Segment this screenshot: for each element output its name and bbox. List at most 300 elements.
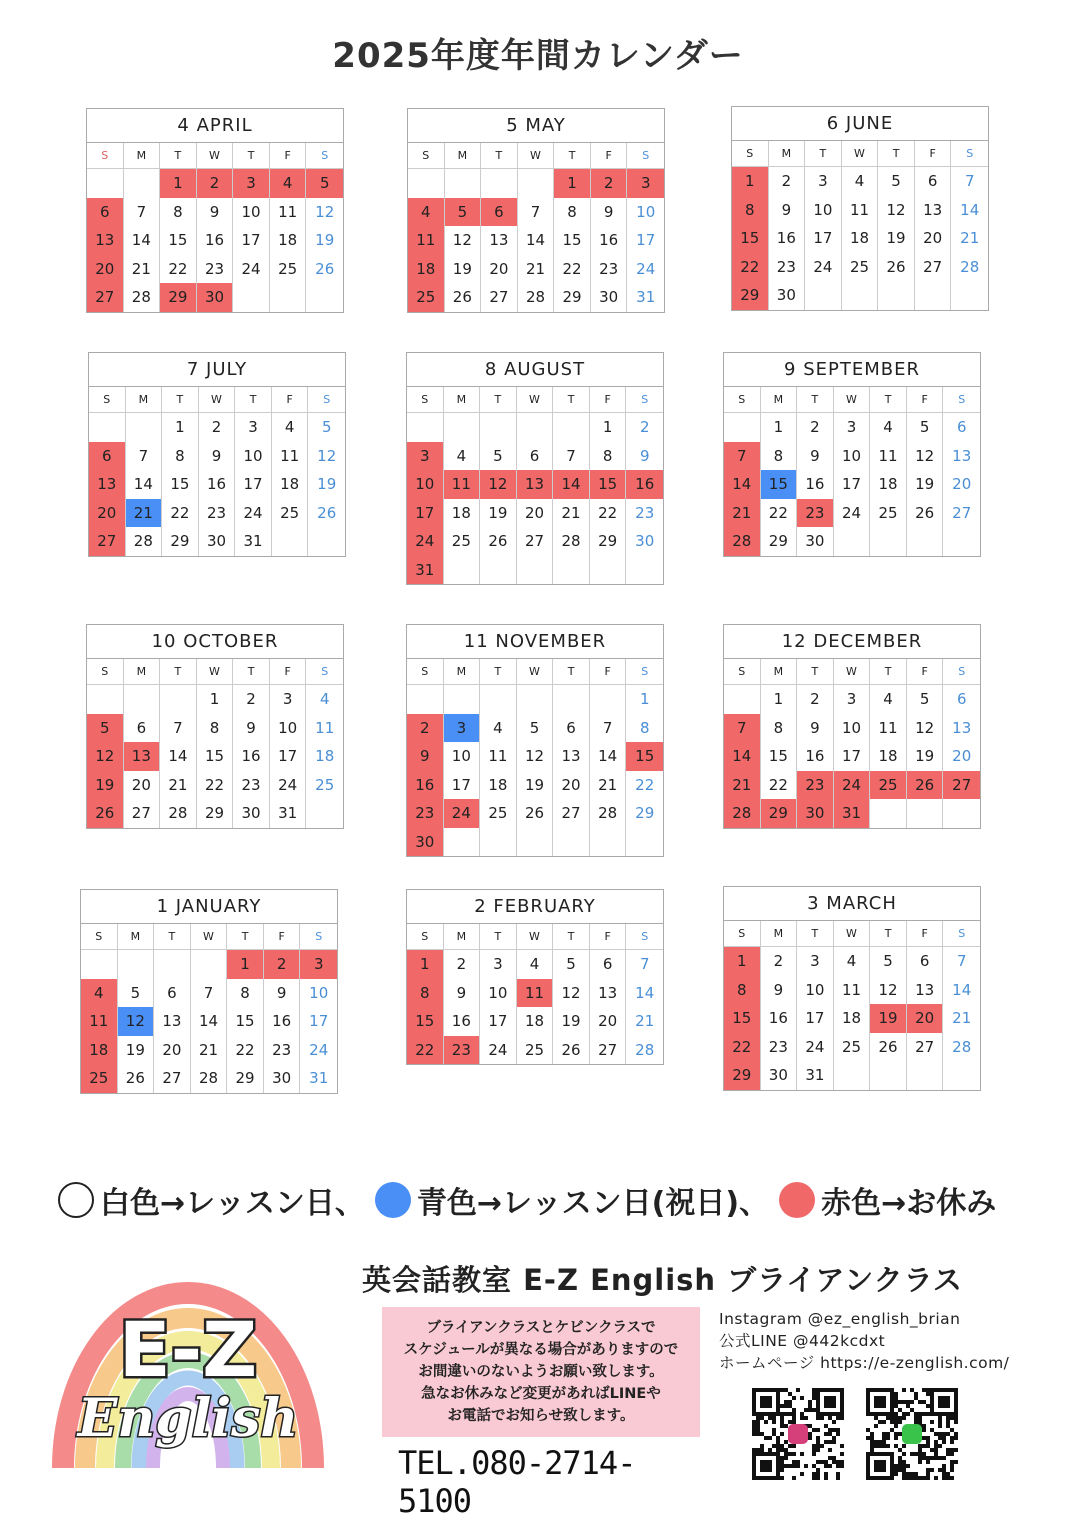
- day-cell: 1: [724, 947, 761, 976]
- day-cell: 14: [724, 742, 761, 771]
- day-cell: 20: [952, 747, 972, 765]
- day-cell: 20: [89, 499, 126, 528]
- weekday-header: S: [306, 143, 343, 169]
- weekday-header: S: [87, 659, 124, 685]
- day-cell: 16: [444, 1007, 481, 1036]
- day-cell: 24: [834, 499, 871, 528]
- empty-cell: [553, 556, 590, 585]
- empty-cell: [154, 950, 191, 979]
- day-cell: 18: [870, 470, 907, 499]
- day-cell: 8: [724, 976, 761, 1005]
- empty-cell: [553, 828, 590, 857]
- day-cell: 1: [761, 685, 798, 714]
- empty-cell: [517, 828, 554, 857]
- day-cell: 30: [635, 532, 655, 550]
- day-cell: 11: [444, 470, 481, 499]
- empty-cell: [444, 413, 481, 442]
- weekday-header: T: [160, 659, 197, 685]
- day-cell: 29: [227, 1064, 264, 1093]
- month-grid: [724, 659, 980, 828]
- day-cell: 13: [907, 976, 944, 1005]
- day-cell: 23: [407, 799, 444, 828]
- day-cell: 12: [118, 1007, 155, 1036]
- red-dot-icon: [779, 1182, 815, 1218]
- day-cell: 18: [517, 1007, 554, 1036]
- weekday-header: F: [264, 924, 301, 950]
- weekday-header: S: [724, 659, 761, 685]
- day-cell: 5: [118, 979, 155, 1008]
- day-cell: 1: [162, 413, 199, 442]
- empty-cell: [517, 413, 554, 442]
- day-cell: 15: [162, 470, 199, 499]
- day-cell: 22: [227, 1036, 264, 1065]
- day-cell: 1: [590, 413, 627, 442]
- empty-cell: [626, 556, 663, 585]
- empty-cell: [270, 283, 307, 312]
- day-cell: 23: [797, 771, 834, 800]
- day-cell: 19: [445, 255, 482, 284]
- day-cell: 21: [124, 255, 161, 284]
- day-cell: 10: [797, 976, 834, 1005]
- day-cell: 8: [160, 198, 197, 227]
- day-cell: 19: [553, 1007, 590, 1036]
- day-cell: 11: [272, 442, 309, 471]
- day-cell: 24: [805, 253, 842, 282]
- day-cell: 11: [81, 1007, 118, 1036]
- weekday-header: W: [517, 924, 554, 950]
- day-cell: 25: [480, 799, 517, 828]
- day-cell: 20: [553, 771, 590, 800]
- day-cell: 5: [870, 947, 907, 976]
- month-april: [86, 108, 344, 313]
- empty-cell: [444, 828, 481, 857]
- weekday-header: M: [761, 921, 798, 947]
- weekday-header: S: [626, 924, 663, 950]
- day-cell: 23: [444, 1036, 481, 1065]
- line-link[interactable]: 公式LINE @442kcdxt: [719, 1332, 886, 1350]
- empty-cell: [870, 527, 907, 556]
- day-cell: 22: [761, 499, 798, 528]
- day-cell: 7: [956, 952, 967, 970]
- weekday-header: M: [444, 659, 481, 685]
- day-cell: 28: [590, 799, 627, 828]
- notice-line: スケジュールが異なる場合がありますので: [403, 1342, 679, 1358]
- month-grid: [408, 143, 664, 312]
- day-cell: 20: [87, 255, 124, 284]
- weekday-header: S: [308, 387, 345, 413]
- empty-cell: [306, 283, 343, 312]
- day-cell: 8: [197, 714, 234, 743]
- day-cell: 7: [639, 955, 650, 973]
- day-cell: 17: [797, 1004, 834, 1033]
- empty-cell: [118, 950, 155, 979]
- weekday-header: W: [197, 143, 234, 169]
- weekday-header: T: [870, 387, 907, 413]
- day-cell: 9: [797, 714, 834, 743]
- weekday-header: S: [943, 387, 980, 413]
- day-cell: 12: [870, 976, 907, 1005]
- day-cell: 14: [590, 742, 627, 771]
- month-grid: [407, 659, 663, 856]
- day-cell: 3: [805, 167, 842, 196]
- school-name: 英会話教室 E-Z English ブライアンクラス: [362, 1263, 963, 1297]
- weekday-header: T: [878, 141, 915, 167]
- day-cell: 23: [197, 255, 234, 284]
- day-cell: 24: [444, 799, 481, 828]
- day-cell: 27: [943, 771, 980, 800]
- day-cell: 13: [952, 718, 972, 737]
- day-cell: 7: [724, 714, 761, 743]
- day-cell: 11: [870, 442, 907, 471]
- empty-cell: [160, 685, 197, 714]
- day-cell: 10: [407, 470, 444, 499]
- day-cell: 15: [724, 1004, 761, 1033]
- weekday-header: T: [233, 143, 270, 169]
- day-cell: 5: [480, 442, 517, 471]
- day-cell: 10: [233, 198, 270, 227]
- empty-cell: [444, 556, 481, 585]
- day-cell: 29: [197, 799, 234, 828]
- month-december: [723, 624, 981, 829]
- day-cell: 28: [160, 799, 197, 828]
- day-cell: 30: [264, 1064, 301, 1093]
- day-cell: 13: [915, 196, 952, 225]
- day-cell: 2: [769, 167, 806, 196]
- month-title: 12 DECEMBER: [724, 625, 980, 659]
- weekday-header: T: [870, 659, 907, 685]
- empty-cell: [805, 281, 842, 310]
- day-cell: 28: [724, 799, 761, 828]
- month-title: 7 JULY: [89, 353, 345, 387]
- day-cell: 16: [233, 742, 270, 771]
- day-cell: 17: [309, 1012, 329, 1030]
- day-cell: 25: [842, 253, 879, 282]
- weekday-header: S: [626, 387, 663, 413]
- day-cell: 31: [309, 1069, 329, 1087]
- weekday-header: T: [480, 659, 517, 685]
- day-cell: 21: [724, 771, 761, 800]
- weekday-header: F: [270, 659, 307, 685]
- day-cell: 2: [199, 413, 236, 442]
- day-cell: 6: [89, 442, 126, 471]
- day-cell: 8: [761, 442, 798, 471]
- month-grid: [87, 143, 343, 312]
- day-cell: 22: [554, 255, 591, 284]
- day-cell: 24: [834, 771, 871, 800]
- day-cell: 7: [964, 172, 975, 190]
- day-cell: 6: [590, 950, 627, 979]
- day-cell: 4: [408, 198, 445, 227]
- day-cell: 23: [635, 503, 655, 522]
- day-cell: 5: [306, 169, 343, 198]
- day-cell: 7: [124, 198, 161, 227]
- day-cell: 16: [769, 224, 806, 253]
- weekday-header: T: [235, 387, 272, 413]
- empty-cell: [724, 413, 761, 442]
- day-cell: 17: [834, 470, 871, 499]
- month-october: [86, 624, 344, 829]
- weekday-header: W: [834, 921, 871, 947]
- month-title: 2 FEBRUARY: [407, 890, 663, 924]
- day-cell: 9: [233, 714, 270, 743]
- day-cell: 26: [480, 527, 517, 556]
- weekday-header: T: [553, 387, 590, 413]
- day-cell: 6: [517, 442, 554, 471]
- day-cell: 13: [89, 470, 126, 499]
- day-cell: 27: [952, 503, 972, 522]
- day-cell: 25: [81, 1064, 118, 1093]
- weekday-header: S: [724, 921, 761, 947]
- day-cell: 18: [81, 1036, 118, 1065]
- weekday-header: S: [306, 659, 343, 685]
- day-cell: 19: [317, 475, 337, 493]
- month-may: [407, 108, 665, 313]
- weekday-header: S: [407, 387, 444, 413]
- weekday-header: T: [481, 143, 518, 169]
- empty-cell: [878, 281, 915, 310]
- day-cell: 29: [635, 804, 655, 822]
- notice-line: ブライアンクラスとケビンクラスで: [426, 1320, 656, 1336]
- day-cell: 22: [162, 499, 199, 528]
- day-cell: 27: [124, 799, 161, 828]
- day-cell: 7: [553, 442, 590, 471]
- day-cell: 12: [315, 202, 335, 221]
- day-cell: 15: [227, 1007, 264, 1036]
- day-cell: 31: [636, 288, 656, 306]
- weekday-header: S: [81, 924, 118, 950]
- day-cell: 5: [445, 198, 482, 227]
- weekday-header: F: [591, 143, 628, 169]
- homepage-link[interactable]: ホームページ https://e-zenglish.com/: [719, 1354, 1010, 1372]
- day-cell: 5: [87, 714, 124, 743]
- empty-cell: [517, 556, 554, 585]
- day-cell: 4: [81, 979, 118, 1008]
- day-cell: 20: [907, 1004, 944, 1033]
- month-february: [406, 889, 664, 1065]
- day-cell: 14: [960, 200, 980, 219]
- day-cell: 10: [309, 983, 329, 1002]
- day-cell: 19: [480, 499, 517, 528]
- day-cell: 16: [626, 470, 663, 499]
- day-cell: 1: [197, 685, 234, 714]
- empty-cell: [408, 169, 445, 198]
- day-cell: 1: [160, 169, 197, 198]
- empty-cell: [517, 685, 554, 714]
- weekday-header: T: [480, 387, 517, 413]
- day-cell: 22: [724, 1033, 761, 1062]
- day-cell: 19: [878, 224, 915, 253]
- day-cell: 17: [407, 499, 444, 528]
- day-cell: 18: [870, 742, 907, 771]
- day-cell: 24: [235, 499, 272, 528]
- day-cell: 6: [915, 167, 952, 196]
- day-cell: 25: [870, 771, 907, 800]
- weekday-header: M: [444, 924, 481, 950]
- day-cell: 8: [162, 442, 199, 471]
- day-cell: 10: [834, 442, 871, 471]
- day-cell: 24: [309, 1040, 329, 1059]
- day-cell: 27: [481, 283, 518, 312]
- empty-cell: [590, 556, 627, 585]
- weekday-header: T: [797, 387, 834, 413]
- day-cell: 18: [480, 771, 517, 800]
- empty-cell: [480, 828, 517, 857]
- day-cell: 8: [407, 979, 444, 1008]
- day-cell: 31: [407, 556, 444, 585]
- empty-cell: [943, 1061, 980, 1090]
- day-cell: 9: [199, 442, 236, 471]
- day-cell: 29: [761, 799, 798, 828]
- month-grid: [81, 924, 337, 1093]
- weekday-header: T: [480, 924, 517, 950]
- day-cell: 21: [590, 771, 627, 800]
- weekday-header: S: [407, 659, 444, 685]
- empty-cell: [407, 685, 444, 714]
- day-cell: 30: [233, 799, 270, 828]
- day-cell: 4: [270, 169, 307, 198]
- day-cell: 9: [639, 446, 650, 465]
- day-cell: 18: [834, 1004, 871, 1033]
- day-cell: 5: [517, 714, 554, 743]
- day-cell: 13: [87, 226, 124, 255]
- legend-red-text: 赤色→お休み: [821, 1186, 997, 1221]
- legend-blue-text: 青色→レッスン日(祝日)、: [416, 1186, 770, 1221]
- day-cell: 12: [878, 196, 915, 225]
- day-cell: 5: [907, 413, 944, 442]
- day-cell: 9: [769, 196, 806, 225]
- day-cell: 21: [126, 499, 163, 528]
- day-cell: 22: [590, 499, 627, 528]
- day-cell: 24: [270, 771, 307, 800]
- empty-cell: [87, 685, 124, 714]
- day-cell: 21: [724, 499, 761, 528]
- day-cell: 24: [797, 1033, 834, 1062]
- day-cell: 19: [907, 742, 944, 771]
- day-cell: 21: [960, 229, 980, 247]
- day-cell: 10: [270, 714, 307, 743]
- empty-cell: [834, 527, 871, 556]
- day-cell: 25: [315, 775, 335, 794]
- day-cell: 11: [270, 198, 307, 227]
- day-cell: 1: [732, 167, 769, 196]
- day-cell: 22: [407, 1036, 444, 1065]
- empty-cell: [943, 527, 980, 556]
- day-cell: 12: [517, 742, 554, 771]
- day-cell: 4: [319, 690, 330, 708]
- day-cell: 15: [761, 742, 798, 771]
- day-cell: 20: [124, 771, 161, 800]
- day-cell: 3: [270, 685, 307, 714]
- line-qr-icon[interactable]: [866, 1388, 958, 1480]
- instagram-qr-icon[interactable]: [752, 1388, 844, 1480]
- day-cell: 20: [952, 475, 972, 493]
- weekday-header: S: [943, 659, 980, 685]
- day-cell: 6: [154, 979, 191, 1008]
- month-november: [406, 624, 664, 857]
- day-cell: 27: [915, 253, 952, 282]
- empty-cell: [445, 169, 482, 198]
- day-cell: 15: [590, 470, 627, 499]
- day-cell: 31: [235, 527, 272, 556]
- day-cell: 6: [907, 947, 944, 976]
- weekday-header: T: [227, 924, 264, 950]
- tel-number[interactable]: TEL.080-2714-5100: [398, 1444, 636, 1520]
- day-cell: 14: [635, 983, 655, 1002]
- weekday-header: T: [553, 659, 590, 685]
- day-cell: 9: [591, 198, 628, 227]
- day-cell: 26: [907, 499, 944, 528]
- day-cell: 21: [635, 1012, 655, 1030]
- month-title: 8 AUGUST: [407, 353, 663, 387]
- day-cell: 11: [870, 714, 907, 743]
- day-cell: 13: [481, 226, 518, 255]
- day-cell: 28: [553, 527, 590, 556]
- weekday-header: T: [553, 924, 590, 950]
- weekday-header: F: [270, 143, 307, 169]
- day-cell: 23: [761, 1033, 798, 1062]
- day-cell: 20: [590, 1007, 627, 1036]
- day-cell: 15: [626, 742, 663, 771]
- weekday-header: W: [517, 659, 554, 685]
- day-cell: 26: [87, 799, 124, 828]
- day-cell: 28: [191, 1064, 228, 1093]
- weekday-header: S: [943, 921, 980, 947]
- day-cell: 16: [761, 1004, 798, 1033]
- weekday-header: M: [761, 387, 798, 413]
- day-cell: 12: [480, 470, 517, 499]
- weekday-header: W: [842, 141, 879, 167]
- month-title: 1 JANUARY: [81, 890, 337, 924]
- weekday-header: F: [907, 387, 944, 413]
- weekday-header: W: [517, 387, 554, 413]
- notice-box: [382, 1307, 700, 1437]
- instagram-link[interactable]: Instagram @ez_english_brian: [719, 1310, 961, 1328]
- day-cell: 6: [956, 690, 967, 708]
- month-july: [88, 352, 346, 557]
- day-cell: 30: [761, 1061, 798, 1090]
- weekday-header: F: [590, 659, 627, 685]
- logo-english-text: English: [77, 1388, 299, 1449]
- day-cell: 14: [126, 470, 163, 499]
- day-cell: 14: [952, 980, 972, 999]
- day-cell: 30: [199, 527, 236, 556]
- day-cell: 8: [590, 442, 627, 471]
- weekday-header: T: [805, 141, 842, 167]
- empty-cell: [480, 685, 517, 714]
- day-cell: 20: [154, 1036, 191, 1065]
- day-cell: 4: [517, 950, 554, 979]
- day-cell: 30: [591, 283, 628, 312]
- day-cell: 4: [834, 947, 871, 976]
- month-september: [723, 352, 981, 557]
- day-cell: 14: [518, 226, 555, 255]
- day-cell: 13: [124, 742, 161, 771]
- day-cell: 1: [227, 950, 264, 979]
- empty-cell: [553, 685, 590, 714]
- day-cell: 28: [952, 1037, 972, 1056]
- empty-cell: [233, 283, 270, 312]
- day-cell: 19: [870, 1004, 907, 1033]
- day-cell: 4: [870, 685, 907, 714]
- day-cell: 19: [907, 470, 944, 499]
- empty-cell: [907, 1061, 944, 1090]
- day-cell: 10: [636, 202, 656, 221]
- empty-cell: [444, 685, 481, 714]
- weekday-header: M: [118, 924, 155, 950]
- empty-cell: [870, 1061, 907, 1090]
- day-cell: 3: [407, 442, 444, 471]
- day-cell: 3: [233, 169, 270, 198]
